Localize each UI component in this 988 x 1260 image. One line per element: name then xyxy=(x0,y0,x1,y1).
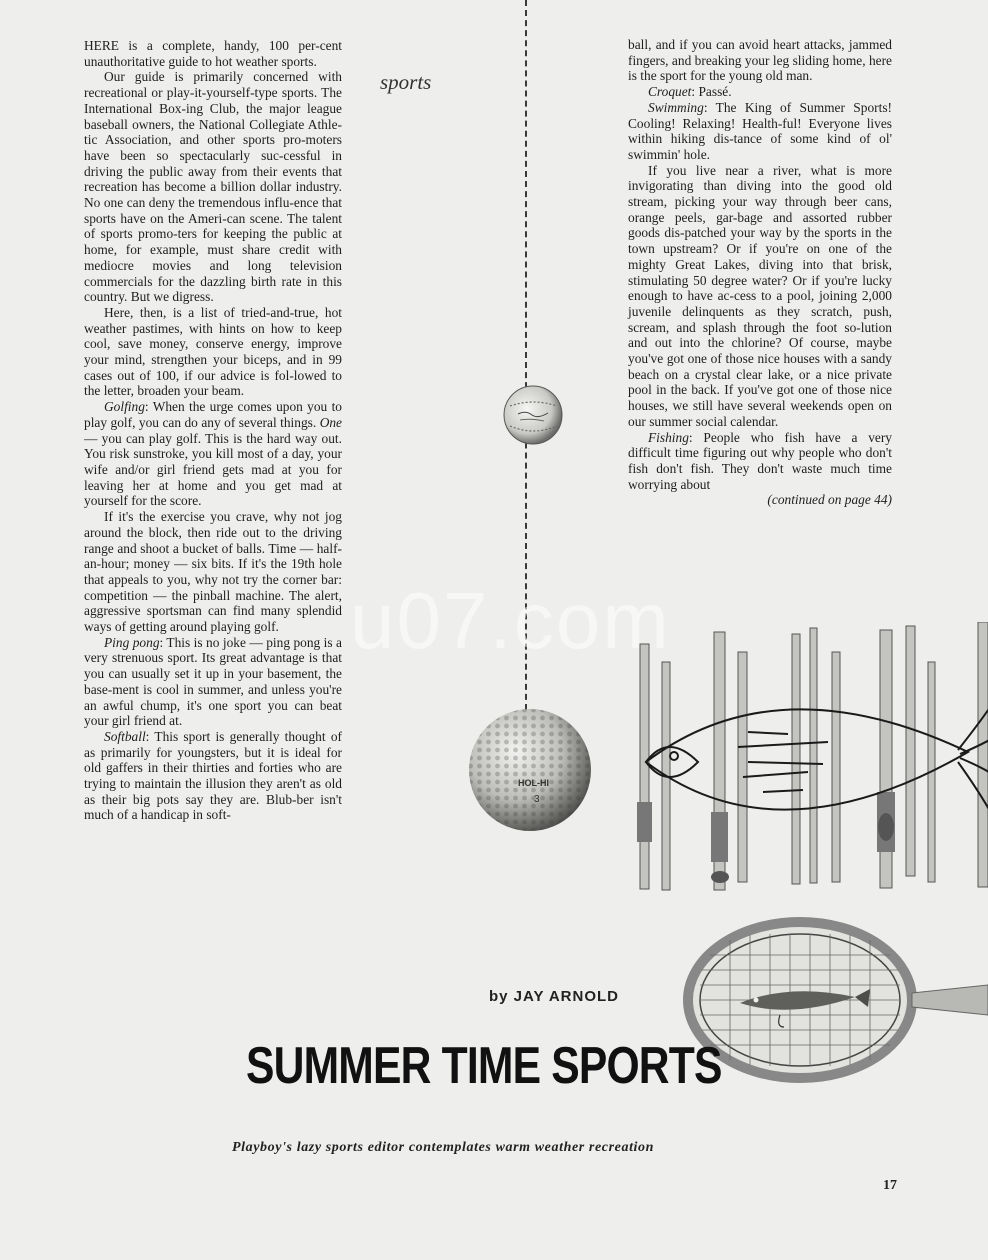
page-number: 17 xyxy=(883,1178,897,1193)
body-paragraph: If you live near a river, what is more invigorating than diving into the good old stream, picking your way through beer cans, orange peels, gar-bage and assorted rubber goods dis-patched your way by the sports in the town upstream? Or if you're on one of the mighty Great Lakes, diving into that brisk, stimulating 50 degree water? Or if you're lucky enough to have ac-cess to a pool, joining 2,000 juvenile delinquents as they scratch, push, scream, and splash through the foot so-lution and out into the chlorine? Of course, maybe you've got one of those nice houses with a sandy beach on a crystal clear lake, or a nice private pool in the back. If you've got one of those nice houses, we still have several weekends open on our summer social calendar. xyxy=(628,162,892,429)
body-text: : This sport is generally thought of as primarily for youngsters, but it is ideal for old gaffers in their thirties and forties who are trying to maintain the illusion they aren't as old as their big pots say they are. Blub-ber isn't much of a handicap in soft- xyxy=(84,728,342,823)
golf-ball-number: 3 xyxy=(534,794,540,805)
continued-note: (continued on page 44) xyxy=(767,492,892,508)
headline: SUMMER TIME SPORTS xyxy=(246,1037,722,1095)
body-text: : When the urge comes upon you to play golf, you can do any of several things. xyxy=(84,399,342,430)
fishing-paragraph xyxy=(628,430,892,493)
body-text: : Passé. xyxy=(691,84,732,100)
body-paragraph: If it's the exercise you crave, why not jog around the block, then ride out to the driving range and shoot a bucket of balls. Time — half-an-hour; money — six bits. If it's the 19th hole that appeals to you, why not try the corner bar: competition — the pinball machine. The alert, aggressive sportsman can find many splendid ways of getting around playing golf. xyxy=(84,509,342,635)
section-label: sports xyxy=(380,70,432,94)
watermark-text: u07.com xyxy=(350,576,671,665)
body-paragraph: Here, then, is a list of tried-and-true, hot weather pastimes, with hints on how to keep cool, save money, conserve energy, improve your mind, strengthen your biceps, and in 99 cases out of 100, if our advice is fol-lowed to the letter, broaden your beam. xyxy=(84,304,342,399)
left-text-column xyxy=(84,38,342,823)
tennis-racket-lure-illustration xyxy=(680,915,988,1085)
golf-ball-brand: HOL-HI xyxy=(518,778,549,788)
ping-pong-term: Ping pong xyxy=(104,634,160,650)
softball-paragraph xyxy=(84,729,342,823)
golf-ball-illustration xyxy=(466,706,594,834)
subtitle: Playboy's lazy sports editor contemplates warm weather recreation xyxy=(232,1140,655,1155)
baseball-illustration xyxy=(502,384,564,446)
swimming-paragraph xyxy=(628,100,892,163)
body-text: : People who fish have a very difficult time figuring out why people who don't fish don't fish. They don't waste much time worrying about xyxy=(628,429,892,492)
right-text-column xyxy=(628,37,892,508)
body-text: : This is no joke — ping pong is a very strenuous sport. Its great advantage is that you can usually set it up in your basement, the base-ment is cool in summer, and unless you're an awful chump, it's one sport you can beat your girl friend at. xyxy=(84,634,342,729)
fishing-rods-fish-illustration xyxy=(628,622,988,892)
body-text: : The King of Summer Sports! Cooling! Relaxing! Health-ful! Everyone lives within hiking dis-tance of some kind of ol' swimmin' hole. xyxy=(628,99,892,162)
body-text: — you can play golf. This is the hard way out. You risk sunstroke, you kill most of a day, your wife and/or girl friend gets mad at you for leaving her at home and you get mad at yourself for the score. xyxy=(84,430,342,509)
golfing-term: Golfing xyxy=(104,399,145,415)
ping-pong-paragraph xyxy=(84,635,342,729)
croquet-paragraph xyxy=(628,84,892,100)
intro-paragraph: HERE is a complete, handy, 100 per-cent unauthoritative guide to hot weather sports. xyxy=(84,38,342,69)
golfing-paragraph xyxy=(84,399,342,509)
softball-term: Softball xyxy=(104,728,146,744)
byline: by JAY ARNOLD xyxy=(489,988,619,1005)
fishing-term: Fishing xyxy=(648,429,689,445)
body-paragraph: ball, and if you can avoid heart attacks, jammed fingers, and breaking your leg sliding home, here is the sport for the young old man. xyxy=(628,37,892,84)
one-word: One xyxy=(319,414,342,430)
body-paragraph: Our guide is primarily concerned with recreational or play-it-yourself-type sports. The International Box-ing Club, the major league baseball owners, the National Collegiate Athle-tic Association, and other sports pro-moters have been so spectacularly suc-cessful in driving the public away from their events that recreation has become a billion dollar industry. No one can deny the tremendous influ-ence that sports have on the Ameri-can scene. The talent of sports promo-ters for keeping the public at home, for example, must share credit with mediocre movies and long television commercials for the dazzling birth rate in this country. But we digress. xyxy=(84,69,342,305)
swimming-term: Swimming xyxy=(648,99,704,115)
croquet-term: Croquet xyxy=(648,84,692,100)
